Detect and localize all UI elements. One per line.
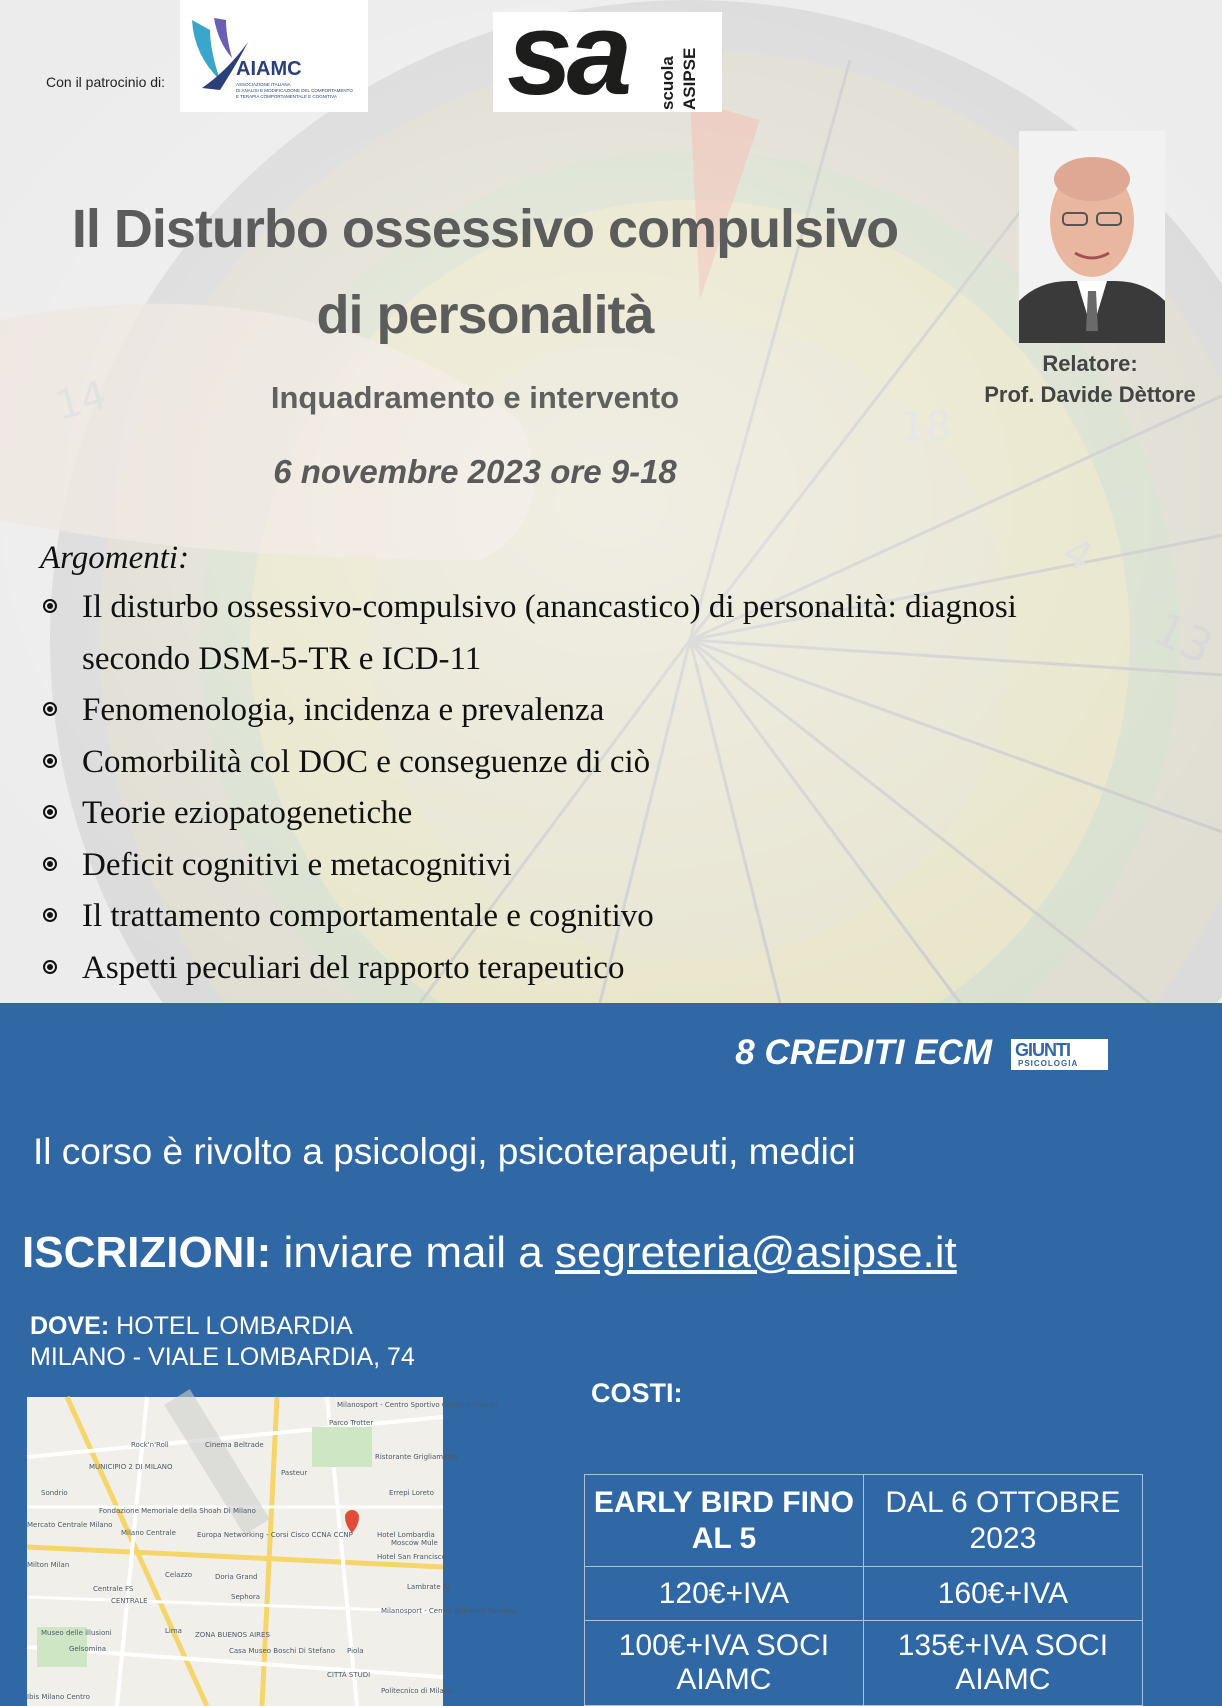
costs-label: COSTI: xyxy=(591,1378,683,1408)
giunti-brand: GIUNTI xyxy=(1015,1040,1070,1060)
costs-cell: 135€+IVA SOCI AIAMC xyxy=(863,1621,1142,1706)
map-label: CENTRALE xyxy=(111,1597,148,1605)
map-label: Lambrate Ai xyxy=(407,1583,450,1591)
costs-cell: 120€+IVA xyxy=(585,1567,864,1621)
giunti-logo[interactable] xyxy=(1011,1039,1108,1070)
table-row xyxy=(585,1567,1143,1621)
map-label: MUNICIPIO 2 DI MILANO xyxy=(89,1463,173,1471)
asipse-logo[interactable] xyxy=(493,0,722,120)
map-label: Milton Milan xyxy=(27,1561,70,1569)
map-label: Politecnico di Milano xyxy=(381,1687,453,1695)
asipse-logo-letters: sa xyxy=(507,0,627,120)
map-label: Museo delle illusioni xyxy=(41,1629,112,1637)
event-title-line2: di personalità xyxy=(316,285,654,345)
table-row xyxy=(585,1475,1143,1567)
map-label: Europa Networking - Corsi Cisco CCNA CCNP xyxy=(197,1531,353,1539)
bullet-icon xyxy=(43,599,57,613)
map-label: Ristorante Grigliamania xyxy=(375,1453,459,1461)
venue-map[interactable] xyxy=(27,1397,517,1706)
patronage-label: Con il patrocinio di: xyxy=(46,74,166,90)
list-item: Aspetti peculiari del rapporto terapeutico xyxy=(40,943,1060,995)
aiamc-tagline-2: DI ANALISI E MODIFICAZIONE DEL COMPORTAMENTO xyxy=(236,88,353,93)
venue xyxy=(30,1311,415,1373)
map-label: Gelsomina xyxy=(69,1645,107,1653)
list-item: Il disturbo ossessivo-compulsivo (anancastico) di personalità: diagnosi secondo DSM-5-TR e ICD-11 xyxy=(40,582,1060,685)
map-label: Moscow Mule xyxy=(391,1539,438,1547)
asipse-logo-asipse: ASIPSE xyxy=(680,47,699,110)
map-label: Hotel San Francisco xyxy=(377,1553,446,1561)
map-label: Sondrio xyxy=(41,1489,68,1497)
venue-label: DOVE: xyxy=(30,1312,110,1340)
registration-line xyxy=(22,1228,957,1278)
registration-text: inviare mail a xyxy=(271,1228,555,1277)
map-label: Pasteur xyxy=(281,1469,308,1477)
event-subtitle: Inquadramento e intervento xyxy=(270,380,680,415)
speaker-portrait xyxy=(1019,131,1165,343)
aiamc-logo[interactable] xyxy=(180,0,368,112)
event-date: 6 novembre 2023 ore 9-18 xyxy=(273,453,677,490)
aiamc-tagline-1: ASSOCIAZIONE ITALIANA xyxy=(236,82,291,87)
bullet-icon xyxy=(43,754,57,768)
map-label: Milano Centrale xyxy=(121,1529,176,1537)
topics-list xyxy=(40,582,1060,994)
speaker-label: Relatore: xyxy=(1042,351,1138,376)
aiamc-logo-name: AIAMC xyxy=(236,58,302,80)
list-item: Il trattamento comportamentale e cognitivo xyxy=(40,891,1060,943)
info-section xyxy=(0,1003,1222,1706)
venue-line1: HOTEL LOMBARDIA xyxy=(109,1312,353,1340)
list-item: Fenomenologia, incidenza e prevalenza xyxy=(40,685,1060,737)
map-label: CITTÀ STUDI xyxy=(327,1671,371,1679)
map-label: Rock'n'Roll xyxy=(131,1441,169,1449)
asipse-logo-scuola: scuola xyxy=(658,56,677,110)
list-item: Teorie eziopatogenetiche xyxy=(40,788,1060,840)
map-label: Ibis Milano Centro xyxy=(27,1693,90,1701)
map-label: Piola xyxy=(347,1647,364,1655)
bullet-icon xyxy=(43,960,57,974)
map-label: Sephora xyxy=(231,1593,261,1601)
list-item: Comorbilità col DOC e conseguenze di ciò xyxy=(40,737,1060,789)
map-label: Fondazione Memoriale della Shoah Di Milano xyxy=(99,1507,256,1515)
table-row xyxy=(585,1621,1143,1706)
costs-header-early: EARLY BIRD FINO AL 5 xyxy=(585,1475,864,1567)
venue-line2: MILANO - VIALE LOMBARDIA, 74 xyxy=(30,1343,415,1371)
costs-cell: 160€+IVA xyxy=(863,1567,1142,1621)
giunti-sub: PSICOLOGIA xyxy=(1018,1059,1079,1068)
map-label: ZONA BUENOS AIRES xyxy=(195,1631,270,1639)
costs-header-late: DAL 6 OTTOBRE 2023 xyxy=(863,1475,1142,1567)
bullet-icon xyxy=(43,857,57,871)
event-title-line1: Il Disturbo ossessivo compulsivo xyxy=(71,199,899,259)
bullet-icon xyxy=(43,805,57,819)
map-label: Lima xyxy=(165,1627,182,1635)
costs-table xyxy=(584,1474,1143,1706)
map-label: Doria Grand xyxy=(215,1573,258,1581)
list-item: Deficit cognitivi e metacognitivi xyxy=(40,840,1060,892)
map-label: Hotel Lombardia xyxy=(377,1531,435,1539)
map-label: Cinema Beltrade xyxy=(205,1441,264,1449)
map-label: Errepi Loreto xyxy=(389,1489,434,1497)
map-label: Celazzo xyxy=(165,1571,193,1579)
target-audience: Il corso è rivolto a psicologi, psicoterapeuti, medici xyxy=(33,1131,856,1172)
map-label: Parco Trotter xyxy=(329,1419,374,1427)
ecm-credits: 8 CREDITI ECM xyxy=(735,1033,992,1072)
map-label: Casa Museo Boschi Di Stefano xyxy=(229,1647,335,1655)
aiamc-tagline-3: E TERAPIA COMPORTAMENTALE E COGNITIVA xyxy=(236,94,337,99)
bullet-icon xyxy=(43,908,57,922)
registration-email-link[interactable]: segreteria@asipse.it xyxy=(555,1228,957,1277)
costs-cell: 100€+IVA SOCI AIAMC xyxy=(585,1621,864,1706)
bullet-icon xyxy=(43,702,57,716)
map-label: Milanosport - Centro Sportivo Cambini Fossati xyxy=(337,1401,498,1409)
topics-label: Argomenti: xyxy=(40,540,190,576)
map-label: Mercato Centrale Milano xyxy=(27,1521,113,1529)
map-label: Milanosport - Centro Balneare Romano xyxy=(381,1607,517,1615)
map-label: Centrale FS xyxy=(93,1585,134,1593)
speaker-name: Prof. Davide Dèttore xyxy=(984,382,1196,407)
registration-label: ISCRIZIONI: xyxy=(22,1228,272,1277)
